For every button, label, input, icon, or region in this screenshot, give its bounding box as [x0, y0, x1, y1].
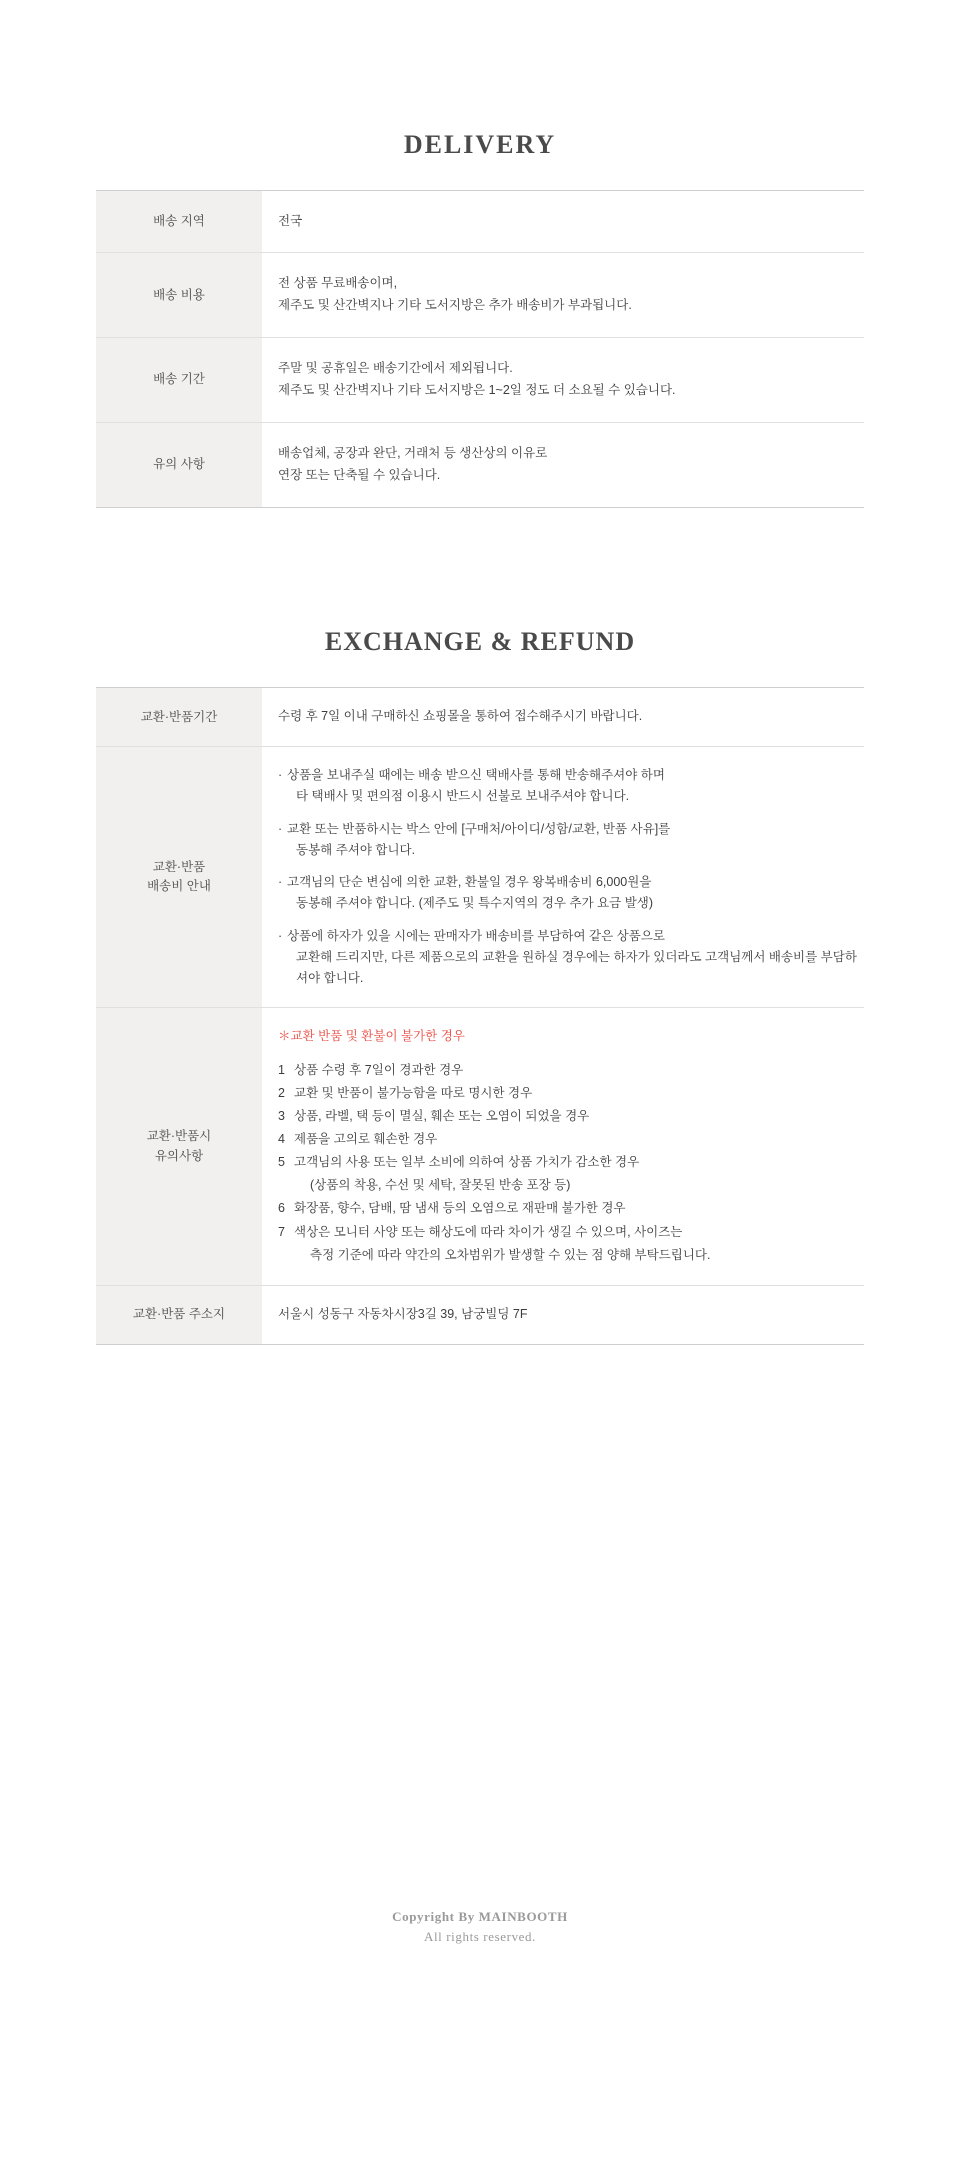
table-row — [96, 1008, 864, 1285]
rights-text: All rights reserved. — [423, 1929, 536, 1945]
list-item — [278, 1197, 864, 1220]
list-item — [278, 872, 864, 915]
row-value — [262, 688, 864, 747]
item-sub: 타 택배사 및 편의점 이용시 반드시 선불로 보내주셔야 합니다. — [296, 789, 630, 804]
item-main: 고객님의 단순 변심에 의한 교환, 환불일 경우 왕복배송비 6,000원을 — [287, 875, 652, 890]
item-main: 교환 및 반품이 불가능함을 따로 명시한 경우 — [294, 1085, 533, 1100]
item-sub: 동봉해 주셔야 합니다. (제주도 및 특수지역의 경우 추가 요금 발생) — [296, 896, 654, 911]
row-value — [262, 1008, 864, 1285]
table-row — [96, 1285, 864, 1344]
value-line: 전 상품 무료배송이며, — [278, 276, 398, 291]
footer — [0, 1907, 960, 1949]
item-sub: 측정 기준에 따라 약간의 오차범위가 발생할 수 있는 점 양해 부탁드립니다. — [310, 1247, 711, 1262]
item-main: 화장품, 향수, 담배, 땀 냄새 등의 오염으로 재판매 불가한 경우 — [294, 1201, 626, 1216]
row-value — [262, 747, 864, 1008]
table-row — [96, 688, 864, 747]
product-info-page — [0, 22, 960, 1945]
table-row — [96, 422, 864, 507]
value-line: 제주도 및 산간벽지나 기타 도서지방은 추가 배송비가 부과됩니다. — [278, 298, 632, 313]
row-label: 유의 사항 — [96, 422, 262, 507]
value-line: 전국 — [278, 213, 303, 228]
item-main: 상품에 하자가 있을 시에는 판매자가 배송비를 부담하여 같은 상품으로 — [287, 928, 665, 943]
row-label-line2: 배송비 안내 — [147, 879, 211, 894]
item-sub: 교환해 드리지만, 다른 제품으로의 교환을 원하실 경우에는 하자가 있더라도 고객님께서 배송비를 부담하셔야 합니다. — [296, 949, 857, 986]
value-line: 제주도 및 산간벽지나 기타 도서지방은 1~2일 정도 더 소요될 수 있습니다. — [278, 383, 676, 398]
row-value — [262, 338, 864, 423]
item-number: 5 — [278, 1155, 285, 1170]
bullet-dot-icon: · — [278, 875, 283, 890]
shipping-fee-list — [278, 765, 864, 989]
item-number: 7 — [278, 1224, 285, 1239]
list-item — [278, 765, 864, 808]
value-line: 수령 후 7일 이내 구매하신 쇼핑몰을 통하여 접수해주시기 바랍니다. — [278, 709, 643, 724]
row-value — [262, 422, 864, 507]
row-label: 배송 지역 — [96, 190, 262, 253]
list-item — [278, 1105, 864, 1128]
item-number: 1 — [278, 1062, 285, 1077]
table-row — [96, 190, 864, 253]
list-item — [278, 1128, 864, 1151]
row-value — [262, 253, 864, 338]
item-main: 상품 수령 후 7일이 경과한 경우 — [294, 1062, 464, 1077]
row-label: 교환·반품기간 — [96, 688, 262, 747]
value-line: 연장 또는 단축될 수 있습니다. — [278, 467, 441, 482]
item-sub: (상품의 착용, 수선 및 세탁, 잘못된 반송 포장 등) — [310, 1178, 571, 1193]
exchange-section-title: EXCHANGE & REFUND — [324, 627, 636, 657]
copyright-text: Copyright By MAINBOOTH — [392, 1908, 568, 1924]
list-item — [278, 1059, 864, 1082]
row-label: 배송 비용 — [96, 253, 262, 338]
item-number: 3 — [278, 1108, 285, 1123]
bullet-dot-icon: · — [278, 768, 283, 783]
item-main: 고객님의 사용 또는 일부 소비에 의하여 상품 가치가 감소한 경우 — [294, 1155, 640, 1170]
value-line: 서울시 성동구 자동차시장3길 39, 남궁빌딩 7F — [278, 1306, 528, 1321]
row-value — [262, 1285, 864, 1344]
value-line: 배송업체, 공장과 완단, 거래처 등 생산상의 이유로 — [278, 445, 548, 460]
list-item — [278, 1082, 864, 1105]
row-label-line1: 교환·반품 — [152, 859, 206, 874]
list-item — [278, 1221, 864, 1267]
item-main: 교환 또는 반품하시는 박스 안에 [구매처/아이디/성함/교환, 반품 사유]를 — [287, 821, 671, 836]
item-number: 2 — [278, 1085, 285, 1100]
table-row — [96, 253, 864, 338]
list-item — [278, 926, 864, 990]
list-item — [278, 819, 864, 862]
exchange-table — [96, 687, 864, 1344]
row-label-line1: 교환·반품시 — [146, 1129, 212, 1144]
delivery-section-title: DELIVERY — [403, 129, 557, 159]
item-main: 상품을 보내주실 때에는 배송 받으신 택배사를 통해 반송해주셔야 하며 — [287, 768, 665, 783]
row-value — [262, 190, 864, 253]
caution-heading: ＊교환 반품 및 환불이 불가한 경우 — [278, 1029, 465, 1044]
item-main: 상품, 라벨, 택 등이 멸실, 훼손 또는 오염이 되었을 경우 — [294, 1108, 590, 1123]
delivery-table — [96, 190, 864, 508]
item-main: 제품을 고의로 훼손한 경우 — [294, 1132, 438, 1147]
table-row — [96, 338, 864, 423]
table-row — [96, 747, 864, 1008]
caution-list — [278, 1059, 864, 1267]
item-main: 색상은 모니터 사양 또는 해상도에 따라 차이가 생길 수 있으며, 사이즈는 — [294, 1224, 683, 1239]
list-item — [278, 1151, 864, 1197]
item-number: 4 — [278, 1132, 285, 1147]
row-label — [96, 747, 262, 1008]
item-number: 6 — [278, 1201, 285, 1216]
item-sub: 동봉해 주셔야 합니다. — [296, 842, 416, 857]
row-label: 배송 기간 — [96, 338, 262, 423]
row-label-line2: 유의사항 — [154, 1148, 204, 1163]
value-line: 주말 및 공휴일은 배송기간에서 제외됩니다. — [278, 361, 513, 376]
row-label — [96, 1008, 262, 1285]
row-label: 교환·반품 주소지 — [96, 1285, 262, 1344]
bullet-dot-icon: · — [278, 928, 283, 943]
bullet-dot-icon: · — [278, 821, 283, 836]
